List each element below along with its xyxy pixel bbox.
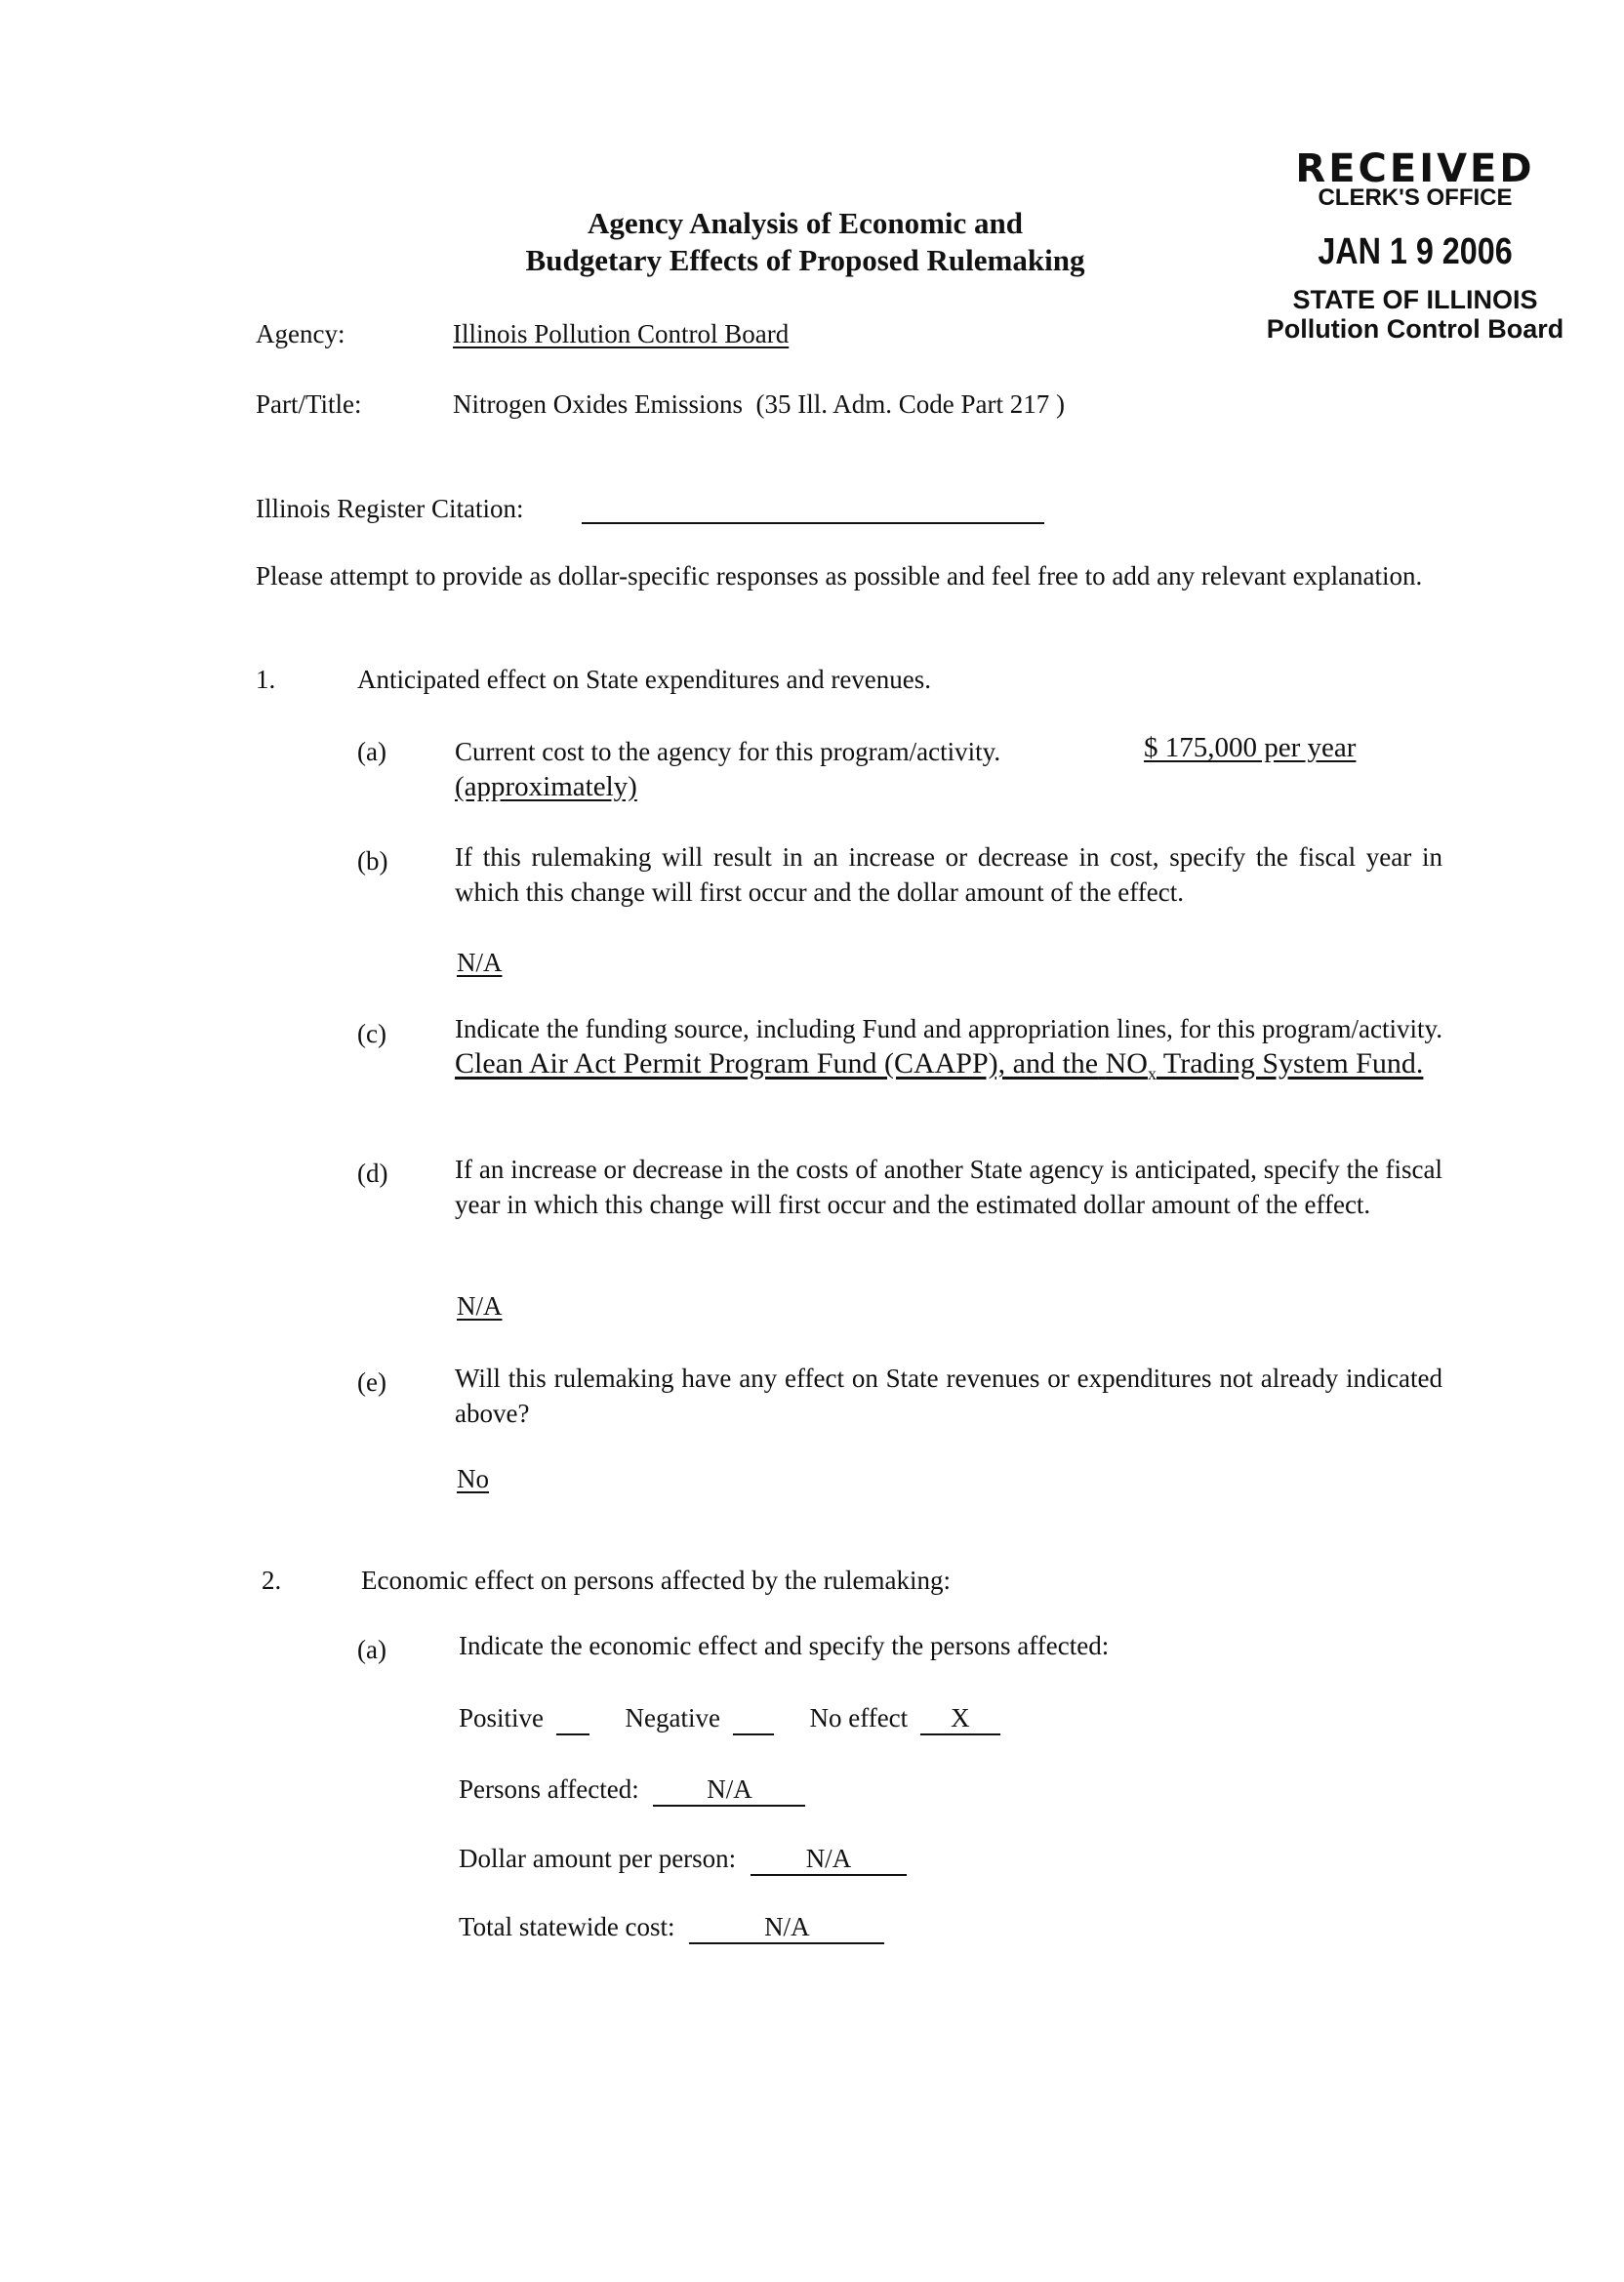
persons-affected-row [459,1772,805,1807]
section-1-number: 1. [256,665,276,694]
stamp-clerks-office: CLERK'S OFFICE [1318,184,1513,211]
item-1c-answer-part1: Clean Air Act Permit Program Fund (CAAPP), and the [455,1047,1099,1080]
persons-affected-label: Persons affected: [459,1774,639,1804]
effect-row [459,1700,1000,1735]
positive-label: Positive [459,1703,545,1732]
item-1d-answer: N/A [457,1291,503,1321]
received-stamp [1239,148,1591,344]
item-1e-text: Will this rulemaking have any effect on State revenues or expenditures not already indicated above? [455,1364,1442,1428]
item-2a-text: Indicate the economic effect and specify the persons affected: [459,1631,1110,1660]
total-statewide-cost-label: Total statewide cost: [459,1912,675,1941]
positive-blank[interactable] [556,1706,589,1735]
item-1a-text: Current cost to the agency for this program/activity. [455,737,1001,766]
section-1-heading: Anticipated effect on State expenditures and revenues. [357,665,932,694]
agency-value: Illinois Pollution Control Board [453,319,790,348]
persons-affected-value: N/A [707,1774,752,1804]
item-1c-question: Indicate the funding source, including Fund and appropriation lines, for this program/activity. [455,1014,1442,1043]
dollar-per-person-row [459,1841,907,1876]
document-title [493,205,1117,279]
item-1c-label: (c) [357,1019,386,1048]
item-1c-text [455,1011,1442,1091]
dollar-per-person-value: N/A [805,1844,852,1873]
item-1e-answer: No [457,1464,489,1493]
item-1c-answer-sub: x [1147,1064,1157,1083]
item-1a-answer-cont: (approximately) [455,771,637,802]
item-1a-label: (a) [357,737,386,766]
citation-label: Illinois Register Citation: [256,494,524,523]
section-2-heading: Economic effect on persons affected by the rulemaking: [361,1566,952,1595]
item-2a-label: (a) [357,1635,386,1664]
total-statewide-cost-value: N/A [764,1912,810,1941]
total-statewide-cost-blank[interactable] [689,1911,884,1944]
dollar-per-person-label: Dollar amount per person: [459,1844,737,1873]
item-1d-label: (d) [357,1159,388,1188]
item-1a-answer: $ 175,000 per year [1144,732,1357,763]
item-1b-answer: N/A [457,948,503,977]
item-1b-text: If this rulemaking will result in an increase or decrease in cost, specify the fiscal year in which this change will first occur and the dollar amount of the effect. [455,842,1442,907]
stamp-received: RECEIVED [1295,146,1535,191]
citation-blank[interactable] [582,522,1044,524]
part-title-label: Part/Title: [256,389,362,419]
persons-affected-blank[interactable] [653,1773,805,1807]
item-1c-answer [455,1047,1424,1083]
agency-label: Agency: [256,319,345,348]
item-1c-answer-no: NO [1105,1047,1148,1080]
item-1e-label: (e) [357,1367,386,1397]
negative-blank[interactable] [733,1706,774,1735]
part-title-value: Nitrogen Oxides Emissions (35 Ill. Adm. Code Part 217 ) [453,389,1065,419]
item-1b-label: (b) [357,846,388,876]
no-effect-mark: X [951,1703,970,1732]
item-1d-text: If an increase or decrease in the costs of another State agency is anticipated, specify the fiscal year in which this change will first occur and the estimated dollar amount of the effect. [455,1155,1442,1219]
title-line-2: Budgetary Effects of Proposed Rulemaking [525,243,1085,277]
stamp-board: Pollution Control Board [1266,314,1564,344]
title-line-1: Agency Analysis of Economic and [587,206,1024,240]
section-2-number: 2. [262,1566,282,1595]
no-effect-blank[interactable] [920,1702,1000,1735]
negative-label: Negative [625,1703,720,1732]
item-1c-answer-part2: Trading System Fund. [1156,1047,1424,1080]
stamp-state: STATE OF ILLINOIS [1292,285,1538,314]
dollar-per-person-blank[interactable] [751,1843,907,1876]
instructions: Please attempt to provide as dollar-specific responses as possible and feel free to add any relevant explanation. [256,561,1423,591]
total-statewide-cost-row [459,1909,884,1944]
no-effect-label: No effect [809,1703,909,1732]
stamp-date: JAN 1 9 2006 [1318,231,1513,272]
